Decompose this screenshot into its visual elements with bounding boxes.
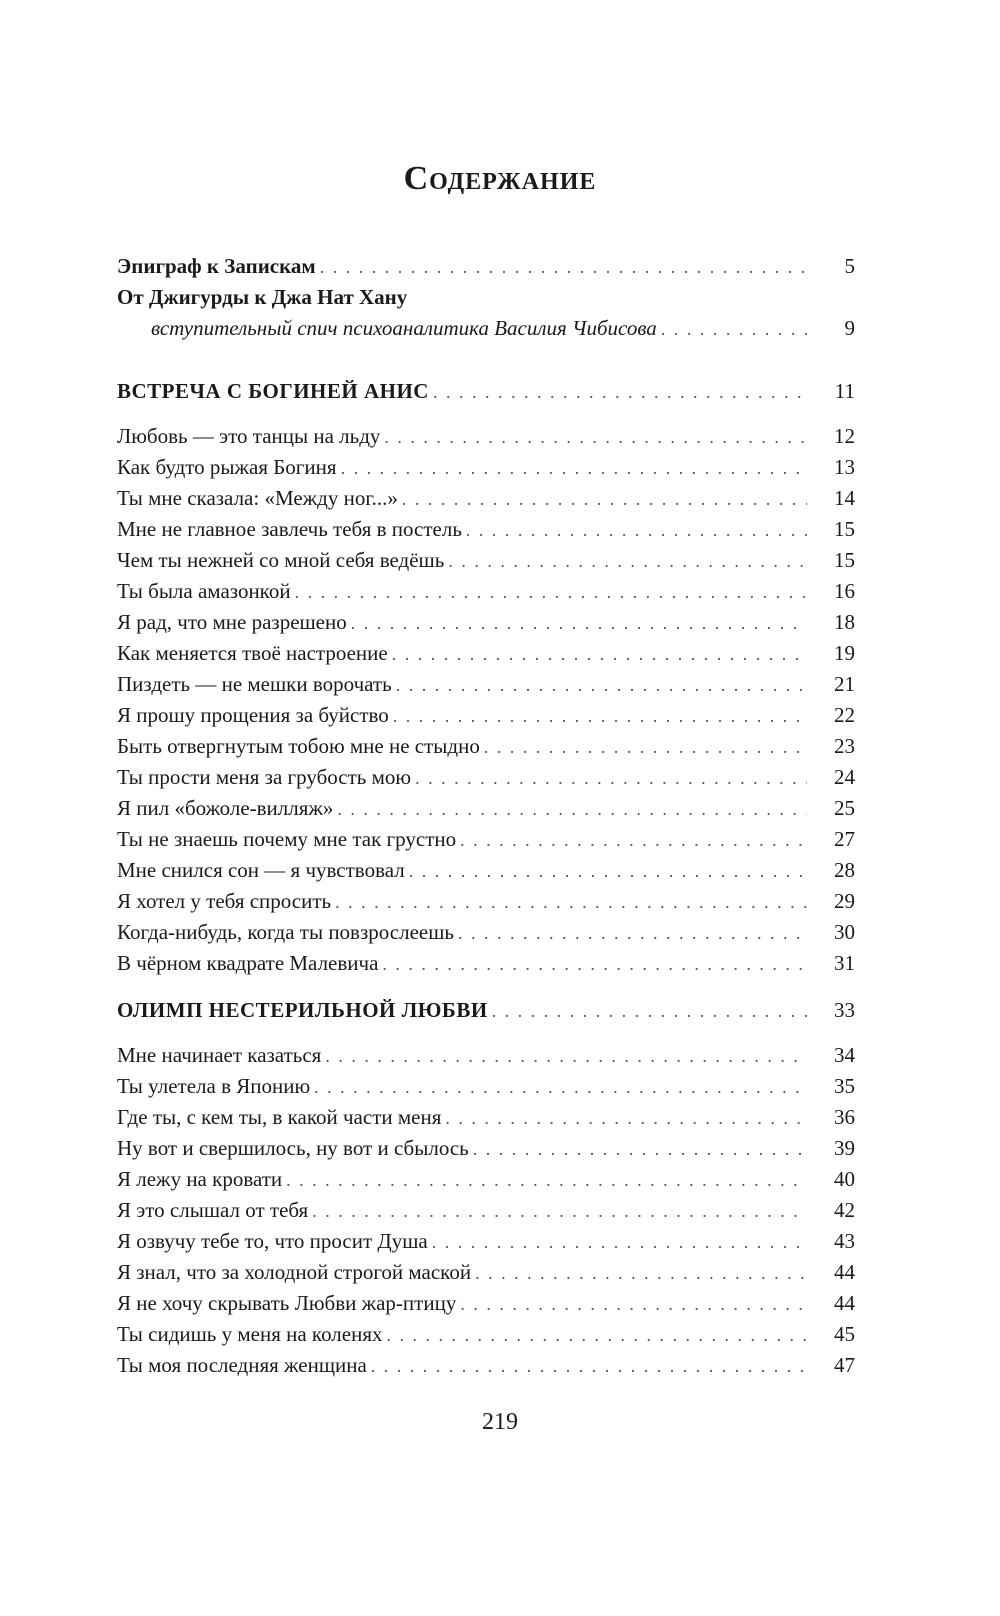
toc-entry[interactable] <box>117 452 855 483</box>
toc-entry-page: 21 <box>834 672 855 696</box>
toc-entry[interactable] <box>117 700 855 731</box>
toc-entry-page: 34 <box>834 1043 855 1067</box>
toc-entry-page: 15 <box>834 517 855 541</box>
toc-section-heading-2 <box>117 995 855 1026</box>
toc-entry-title: Любовь — это танцы на льду <box>117 424 381 448</box>
toc-entry-title: Быть отвергнутым тобою мне не стыдно <box>117 734 480 758</box>
dot-leader <box>409 856 807 887</box>
toc-entry-page: 30 <box>834 920 855 944</box>
section-page: 11 <box>834 379 855 403</box>
toc-entry-title: Эпиграф к Запискам <box>117 254 316 278</box>
toc-entry-title: Как будто рыжая Богиня <box>117 455 337 479</box>
toc-entry-title: Я лежу на кровати <box>117 1167 283 1191</box>
dot-leader <box>448 546 807 577</box>
toc-entry-title: Я не хочу скрывать Любви жар-птицу <box>117 1291 457 1315</box>
dot-leader <box>661 314 807 345</box>
toc-section-entry[interactable] <box>117 376 855 407</box>
toc-entry-page: 13 <box>834 455 855 479</box>
dot-leader <box>295 577 807 608</box>
dot-leader <box>473 1134 807 1165</box>
toc-entry[interactable] <box>117 607 855 638</box>
toc-entry[interactable] <box>117 1350 855 1381</box>
toc-entry-title: Я пил «божоле-вилляж» <box>117 796 334 820</box>
toc-entry-title: Как меняется твоё настроение <box>117 641 388 665</box>
toc-entry-page: 15 <box>834 548 855 572</box>
toc-entry[interactable] <box>117 514 855 545</box>
toc-section-entry[interactable] <box>117 995 855 1026</box>
toc-entry-title: Мне снился сон — я чувствовал <box>117 858 405 882</box>
toc-entry-intro-subtitle[interactable] <box>117 313 855 344</box>
dot-leader <box>475 1258 807 1289</box>
toc-entry[interactable] <box>117 948 855 979</box>
toc-entry-epigraph[interactable] <box>117 251 855 282</box>
toc-entry-title: Я знал, что за холодной строгой маской <box>117 1260 472 1284</box>
toc-entry[interactable] <box>117 1071 855 1102</box>
toc-entry-title: Когда-нибудь, когда ты повзрослеешь <box>117 920 454 944</box>
toc-entry-page: 39 <box>834 1136 855 1160</box>
toc-entry-title: Где ты, с кем ты, в какой части меня <box>117 1105 442 1129</box>
toc-entry-title: Ты мне сказала: «Между ног...» <box>117 486 398 510</box>
section-title: ОЛИМП НЕСТЕРИЛЬНОЙ ЛЮБВИ <box>117 998 488 1022</box>
dot-leader <box>371 1351 807 1382</box>
dot-leader <box>432 1227 807 1258</box>
dot-leader <box>341 453 807 484</box>
toc-section-1-list <box>117 421 855 979</box>
toc-entry[interactable] <box>117 1226 855 1257</box>
toc-entry[interactable] <box>117 1288 855 1319</box>
dot-leader <box>312 1196 807 1227</box>
dot-leader <box>445 1103 807 1134</box>
toc-entry-title: Пиздеть — не мешки ворочать <box>117 672 392 696</box>
dot-leader <box>396 670 807 701</box>
toc-entry[interactable] <box>117 669 855 700</box>
toc-entry-title: Ты моя последняя женщина <box>117 1353 367 1377</box>
dot-leader <box>387 1320 808 1351</box>
toc-entry-title: Мне начинает казаться <box>117 1043 322 1067</box>
toc-entry[interactable] <box>117 731 855 762</box>
toc-entry-page: 19 <box>834 641 855 665</box>
toc-entry-title: Я прошу прощения за буйство <box>117 703 389 727</box>
toc-entry-title: Ну вот и свершилось, ну вот и сбылось <box>117 1136 469 1160</box>
toc-entry-title: Я озвучу тебе то, что просит Душа <box>117 1229 428 1253</box>
dot-leader <box>392 639 807 670</box>
dot-leader <box>337 794 807 825</box>
toc-entry-page: 9 <box>844 316 855 340</box>
dot-leader <box>335 887 807 918</box>
toc-entry-title: Ты была амазонкой <box>117 579 291 603</box>
toc-entry-page: 45 <box>834 1322 855 1346</box>
toc-entry-title: Я хотел у тебя спросить <box>117 889 332 913</box>
dot-leader <box>460 1289 807 1320</box>
toc-entry-title: Ты сидишь у меня на коленях <box>117 1322 383 1346</box>
toc-entry-page: 5 <box>844 254 855 278</box>
toc-entry-page: 47 <box>834 1353 855 1377</box>
toc-entry-page: 44 <box>834 1291 855 1315</box>
toc-entry-page: 12 <box>834 424 855 448</box>
toc-entry[interactable] <box>117 1040 855 1071</box>
toc-entry-page: 16 <box>834 579 855 603</box>
dot-leader <box>351 608 807 639</box>
toc-entry-page: 14 <box>834 486 855 510</box>
toc-entry[interactable] <box>117 421 855 452</box>
toc-entry[interactable] <box>117 793 855 824</box>
dot-leader <box>286 1165 807 1196</box>
toc-entry[interactable] <box>117 824 855 855</box>
toc-entry[interactable] <box>117 545 855 576</box>
dot-leader <box>325 1041 807 1072</box>
toc-entry-page: 29 <box>834 889 855 913</box>
dot-leader <box>402 484 807 515</box>
toc-entry-page: 25 <box>834 796 855 820</box>
dot-leader <box>484 732 807 763</box>
toc-entry-intro-title[interactable]: От Джигурды к Джа Нат Хану <box>117 285 408 309</box>
section-title: ВСТРЕЧА С БОГИНЕЙ АНИС <box>117 379 429 403</box>
toc-entry[interactable] <box>117 1319 855 1350</box>
toc-entry-page: 28 <box>834 858 855 882</box>
dot-leader <box>382 949 807 980</box>
toc-entry-page: 40 <box>834 1167 855 1191</box>
toc-entry[interactable] <box>117 1133 855 1164</box>
toc-front-matter <box>117 251 855 344</box>
toc-entry-page: 22 <box>834 703 855 727</box>
toc-section-heading-1 <box>117 376 855 407</box>
dot-leader <box>466 515 807 546</box>
dot-leader <box>314 1072 807 1103</box>
toc-entry-page: 35 <box>834 1074 855 1098</box>
dot-leader <box>460 825 807 856</box>
dot-leader <box>320 252 807 283</box>
toc-entry[interactable] <box>117 483 855 514</box>
toc-entry-title: вступительный спич психоаналитика Василия Чибисова <box>151 316 657 340</box>
toc-entry-title: Я это слышал от тебя <box>117 1198 309 1222</box>
toc-entry[interactable] <box>117 917 855 948</box>
page-number: 219 <box>482 1409 518 1435</box>
toc-entry-title: Ты прости меня за грубость мою <box>117 765 412 789</box>
toc-entry[interactable] <box>117 855 855 886</box>
toc-entry[interactable] <box>117 762 855 793</box>
toc-entry-title: Я рад, что мне разрешено <box>117 610 347 634</box>
toc-entry[interactable] <box>117 1257 855 1288</box>
toc-entry-page: 44 <box>834 1260 855 1284</box>
toc-entry[interactable] <box>117 1195 855 1226</box>
toc-entry[interactable] <box>117 1164 855 1195</box>
toc-entry[interactable] <box>117 1102 855 1133</box>
dot-leader <box>384 422 807 453</box>
toc-entry-page: 43 <box>834 1229 855 1253</box>
section-page: 33 <box>834 998 855 1022</box>
toc-section-2-list <box>117 1040 855 1381</box>
toc-entry-page: 27 <box>834 827 855 851</box>
toc-entry-title: В чёрном квадрате Малевича <box>117 951 379 975</box>
toc-entry[interactable] <box>117 638 855 669</box>
toc-entry-title: Ты улетела в Японию <box>117 1074 311 1098</box>
page-title: Содержание <box>403 160 597 197</box>
toc-entry-page: 18 <box>834 610 855 634</box>
toc-entry-page: 31 <box>834 951 855 975</box>
toc-entry-page: 23 <box>834 734 855 758</box>
toc-entry-page: 42 <box>834 1198 855 1222</box>
toc-entry[interactable] <box>117 886 855 917</box>
dot-leader <box>415 763 807 794</box>
toc-entry-title: Чем ты нежней со мной себя ведёшь <box>117 548 445 572</box>
dot-leader <box>433 377 807 408</box>
dot-leader <box>393 701 807 732</box>
dot-leader <box>492 996 807 1027</box>
toc-entry[interactable] <box>117 576 855 607</box>
toc-entry-title: Ты не знаешь почему мне так грустно <box>117 827 457 851</box>
toc-entry-page: 24 <box>834 765 855 789</box>
toc-entry-page: 36 <box>834 1105 855 1129</box>
dot-leader <box>458 918 807 949</box>
toc-entry-title: Мне не главное завлечь тебя в постель <box>117 517 462 541</box>
